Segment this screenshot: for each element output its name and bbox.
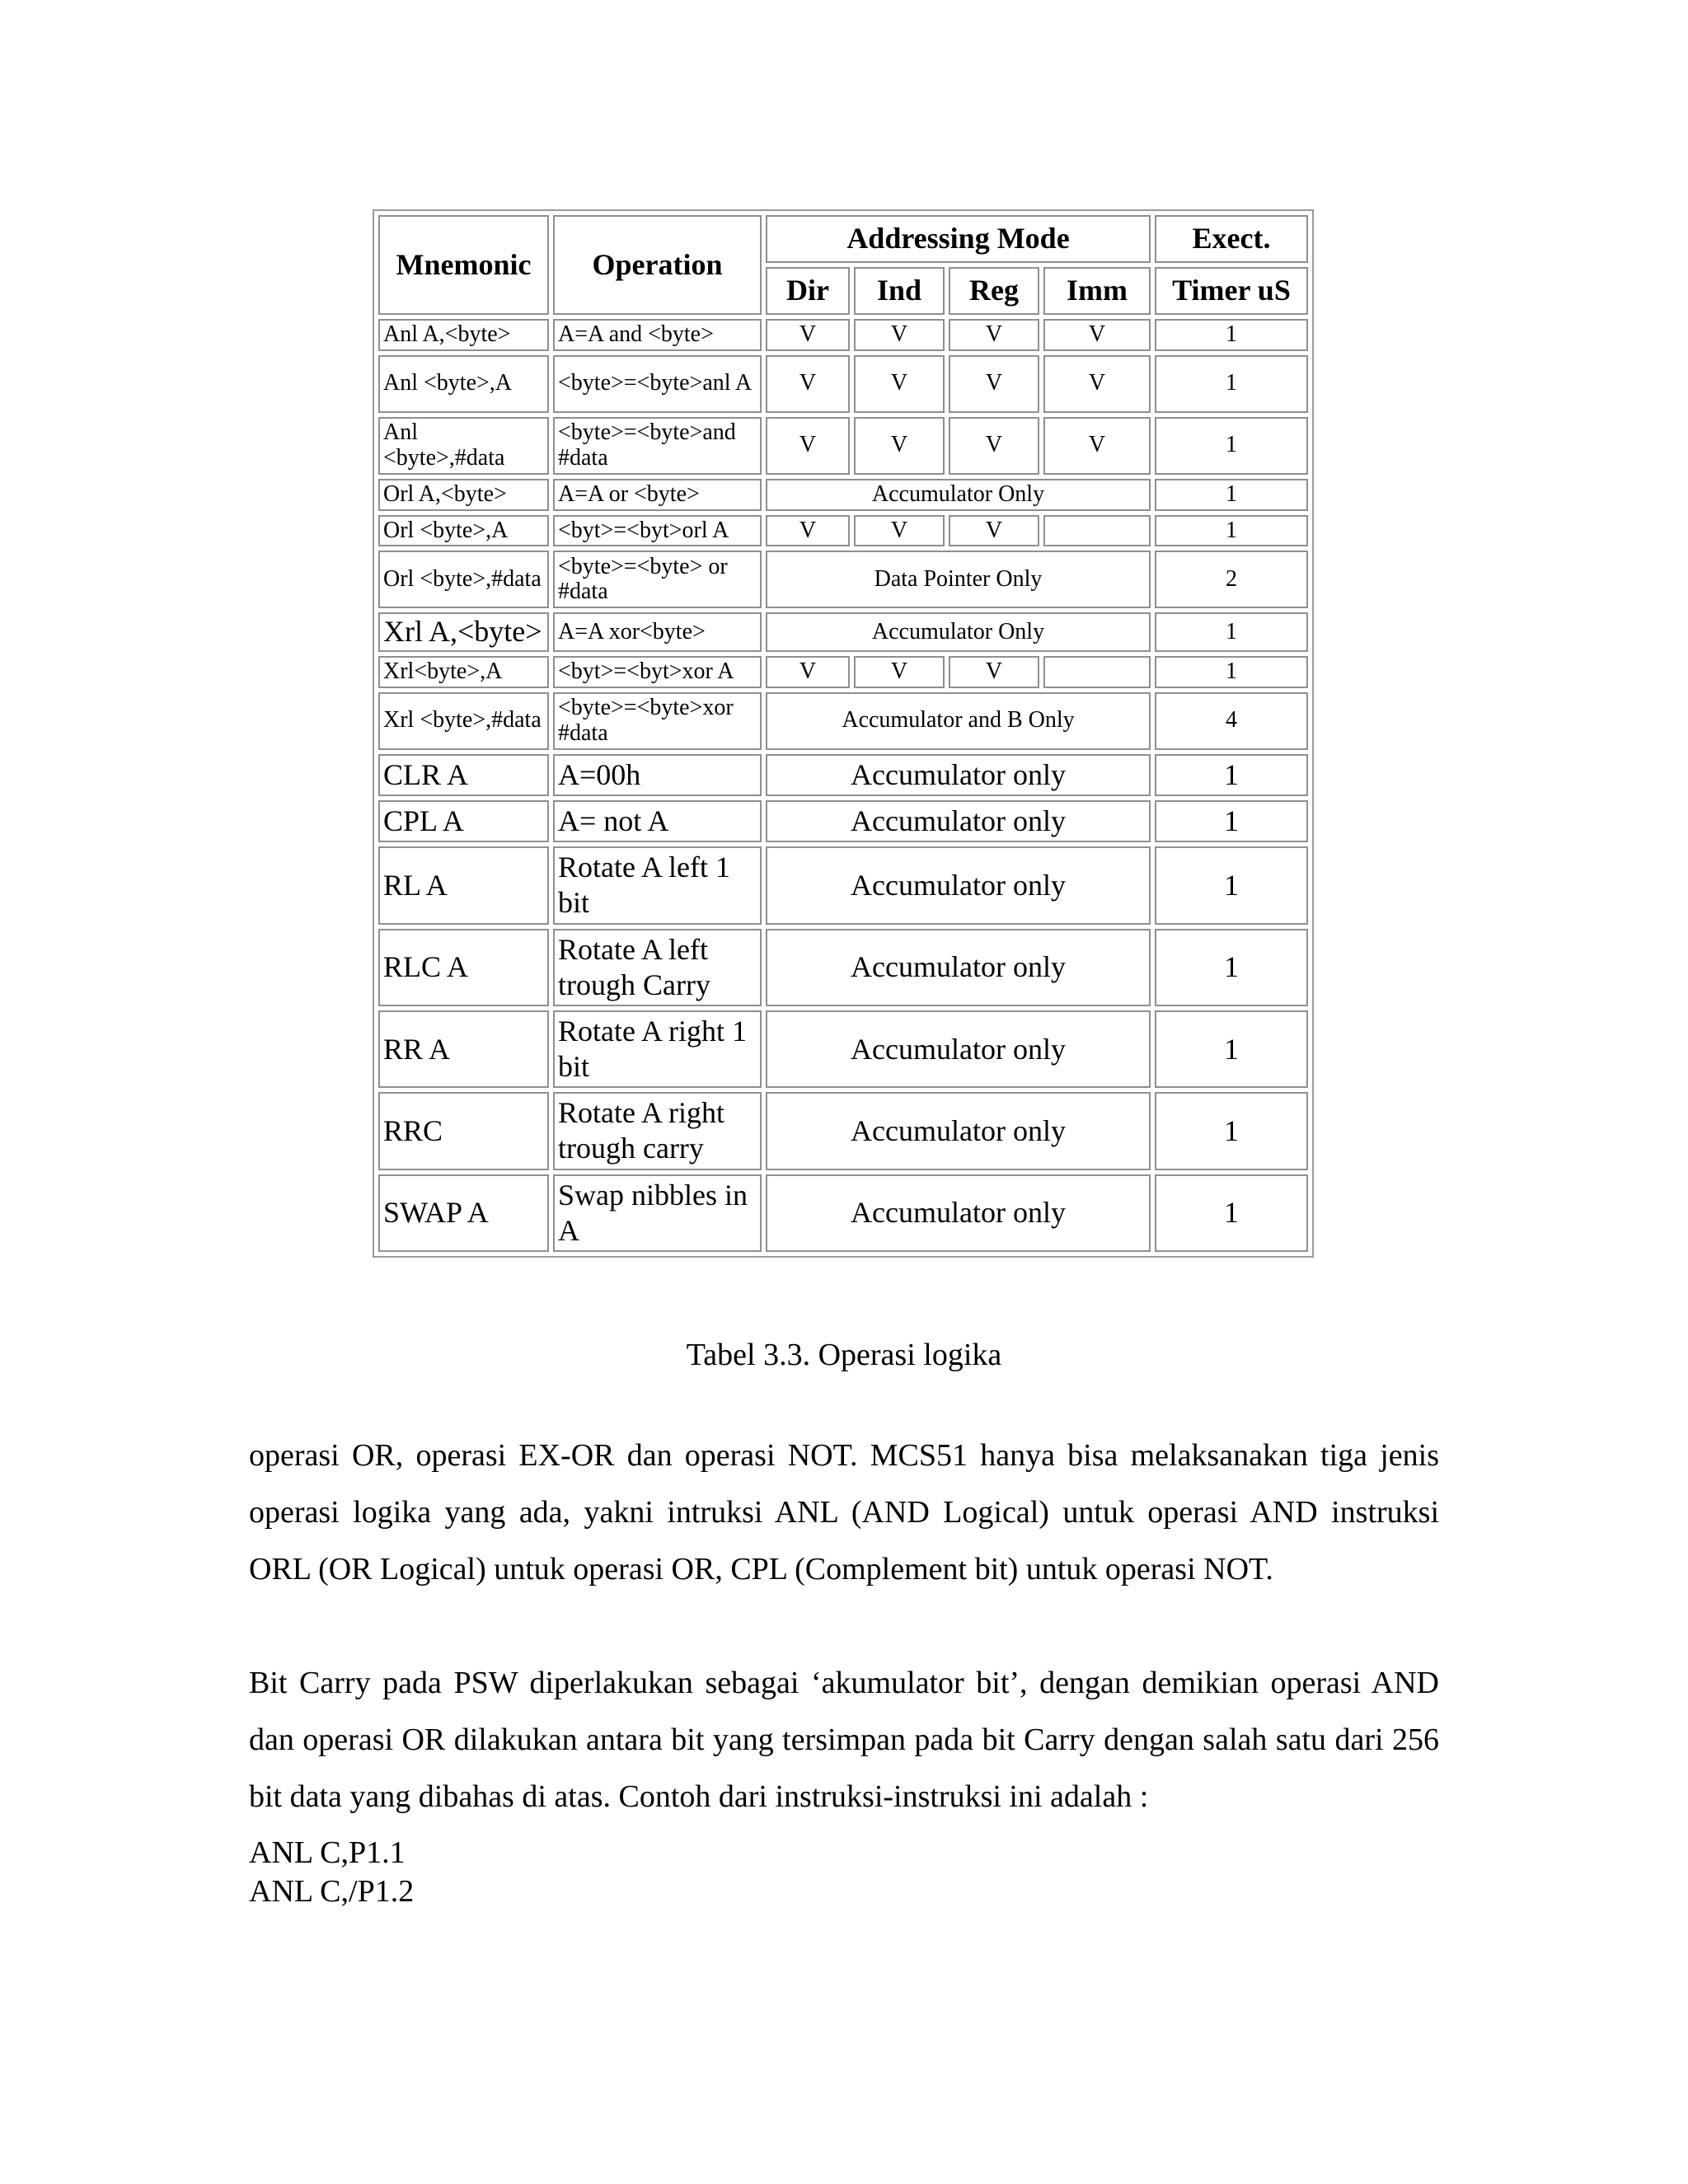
cell-imm: V (1043, 355, 1151, 413)
cell-mnemonic: RL A (378, 846, 549, 924)
header-mnemonic: Mnemonic (378, 215, 549, 315)
cell-mnemonic: Xrl<byte>,A (378, 656, 549, 688)
cell-ind: V (854, 319, 945, 351)
header-ind: Ind (854, 267, 945, 315)
cell-addressing-mode: Accumulator only (766, 800, 1151, 842)
cell-operation: <byte>=<byte> or #data (553, 551, 762, 608)
header-reg: Reg (949, 267, 1039, 315)
cell-mnemonic: RLC A (378, 929, 549, 1006)
cell-mnemonic: SWAP A (378, 1174, 549, 1252)
cell-mnemonic: Anl <byte>,A (378, 355, 549, 413)
cell-reg: V (949, 656, 1039, 688)
code-line: ANL C,/P1.2 (249, 1874, 415, 1909)
cell-addressing-mode: Accumulator and B Only (766, 692, 1151, 750)
cell-timer: 1 (1155, 929, 1308, 1006)
cell-timer: 1 (1155, 754, 1308, 796)
cell-addressing-mode: Accumulator Only (766, 479, 1151, 511)
table-row (378, 754, 1308, 796)
header-imm: Imm (1043, 267, 1151, 315)
cell-operation: Rotate A right trough carry (553, 1092, 762, 1169)
cell-timer: 1 (1155, 319, 1308, 351)
cell-addressing-mode: Data Pointer Only (766, 551, 1151, 608)
cell-timer: 1 (1155, 355, 1308, 413)
cell-timer: 1 (1155, 800, 1308, 842)
cell-addressing-mode: Accumulator only (766, 754, 1151, 796)
cell-reg: V (949, 319, 1039, 351)
table-row (378, 656, 1308, 688)
table-row (378, 1010, 1308, 1088)
header-operation: Operation (553, 215, 762, 315)
cell-operation: A=A xor<byte> (553, 612, 762, 652)
cell-operation: Rotate A right 1 bit (553, 1010, 762, 1088)
cell-mnemonic: CPL A (378, 800, 549, 842)
cell-mnemonic: Xrl <byte>,#data (378, 692, 549, 750)
cell-imm (1043, 656, 1151, 688)
cell-imm: V (1043, 319, 1151, 351)
cell-mnemonic: Anl <byte>,#data (378, 417, 549, 475)
cell-mnemonic: CLR A (378, 754, 549, 796)
cell-mnemonic: Orl <byte>,A (378, 515, 549, 547)
logic-operations-table (373, 209, 1314, 1258)
cell-timer: 1 (1155, 846, 1308, 924)
table-row (378, 479, 1308, 511)
cell-mnemonic: Anl A,<byte> (378, 319, 549, 351)
cell-ind: V (854, 515, 945, 547)
body-paragraph: Bit Carry pada PSW diperlakukan sebagai ‘akumulator bit’, dengan demikian operasi AND dan operasi OR dilakukan antara bit yang tersimpan pada bit Carry dengan salah satu dari 256 bit data yang dibahas di atas. Contoh dari instruksi-instruksi ini adalah : (249, 1666, 1439, 1814)
cell-timer: 1 (1155, 1092, 1308, 1169)
cell-operation: Swap nibbles in A (553, 1174, 762, 1252)
cell-timer: 1 (1155, 515, 1308, 547)
cell-operation: <byte>=<byte>and #data (553, 417, 762, 475)
cell-ind: V (854, 417, 945, 475)
cell-timer: 1 (1155, 1174, 1308, 1252)
cell-operation: A= not A (553, 800, 762, 842)
table-caption: Tabel 3.3. Operasi logika (686, 1338, 1002, 1372)
cell-addressing-mode: Accumulator only (766, 1010, 1151, 1088)
table-row (378, 1174, 1308, 1252)
header-addressing-mode: Addressing Mode (766, 215, 1151, 263)
cell-mnemonic: RRC (378, 1092, 549, 1169)
cell-dir: V (766, 656, 850, 688)
cell-ind: V (854, 656, 945, 688)
table-row (378, 417, 1308, 475)
cell-imm (1043, 515, 1151, 547)
header-exect: Exect. (1155, 215, 1308, 263)
table-row (378, 515, 1308, 547)
cell-addressing-mode: Accumulator only (766, 1174, 1151, 1252)
cell-operation: <byte>=<byte>anl A (553, 355, 762, 413)
cell-timer: 4 (1155, 692, 1308, 750)
cell-operation: A=00h (553, 754, 762, 796)
table-row (378, 355, 1308, 413)
cell-timer: 1 (1155, 656, 1308, 688)
cell-mnemonic: Orl A,<byte> (378, 479, 549, 511)
table-row (378, 551, 1308, 608)
header-timer: Timer uS (1155, 267, 1308, 315)
cell-operation: A=A or <byte> (553, 479, 762, 511)
table-row (378, 800, 1308, 842)
cell-imm: V (1043, 417, 1151, 475)
cell-dir: V (766, 355, 850, 413)
table-row (378, 319, 1308, 351)
cell-dir: V (766, 319, 850, 351)
cell-reg: V (949, 355, 1039, 413)
cell-operation: <byt>=<byt>orl A (553, 515, 762, 547)
cell-dir: V (766, 515, 850, 547)
cell-timer: 1 (1155, 417, 1308, 475)
cell-addressing-mode: Accumulator only (766, 846, 1151, 924)
cell-addressing-mode: Accumulator only (766, 1092, 1151, 1169)
cell-operation: <byt>=<byt>xor A (553, 656, 762, 688)
cell-reg: V (949, 515, 1039, 547)
code-line: ANL C,P1.1 (249, 1835, 406, 1870)
body-paragraph: operasi OR, operasi EX-OR dan operasi NOT. MCS51 hanya bisa melaksanakan tiga jenis operasi logika yang ada, yakni intruksi ANL (AND Logical) untuk operasi AND instruksi ORL (OR Logical) untuk operasi OR, CPL (Complement bit) untuk operasi NOT. (249, 1438, 1439, 1586)
cell-operation: <byte>=<byte>xor #data (553, 692, 762, 750)
table-row (378, 692, 1308, 750)
table-row (378, 1092, 1308, 1169)
cell-dir: V (766, 417, 850, 475)
cell-reg: V (949, 417, 1039, 475)
cell-ind: V (854, 355, 945, 413)
cell-timer: 1 (1155, 1010, 1308, 1088)
cell-mnemonic: Xrl A,<byte> (378, 612, 549, 652)
cell-addressing-mode: Accumulator only (766, 929, 1151, 1006)
cell-operation: A=A and <byte> (553, 319, 762, 351)
table-row (378, 929, 1308, 1006)
cell-operation: Rotate A left 1 bit (553, 846, 762, 924)
cell-addressing-mode: Accumulator Only (766, 612, 1151, 652)
header-dir: Dir (766, 267, 850, 315)
cell-timer: 1 (1155, 612, 1308, 652)
table-row (378, 846, 1308, 924)
cell-operation: Rotate A left trough Carry (553, 929, 762, 1006)
cell-mnemonic: RR A (378, 1010, 549, 1088)
cell-timer: 2 (1155, 551, 1308, 608)
cell-timer: 1 (1155, 479, 1308, 511)
table-row (378, 612, 1308, 652)
table-body (378, 319, 1308, 1252)
cell-mnemonic: Orl <byte>,#data (378, 551, 549, 608)
